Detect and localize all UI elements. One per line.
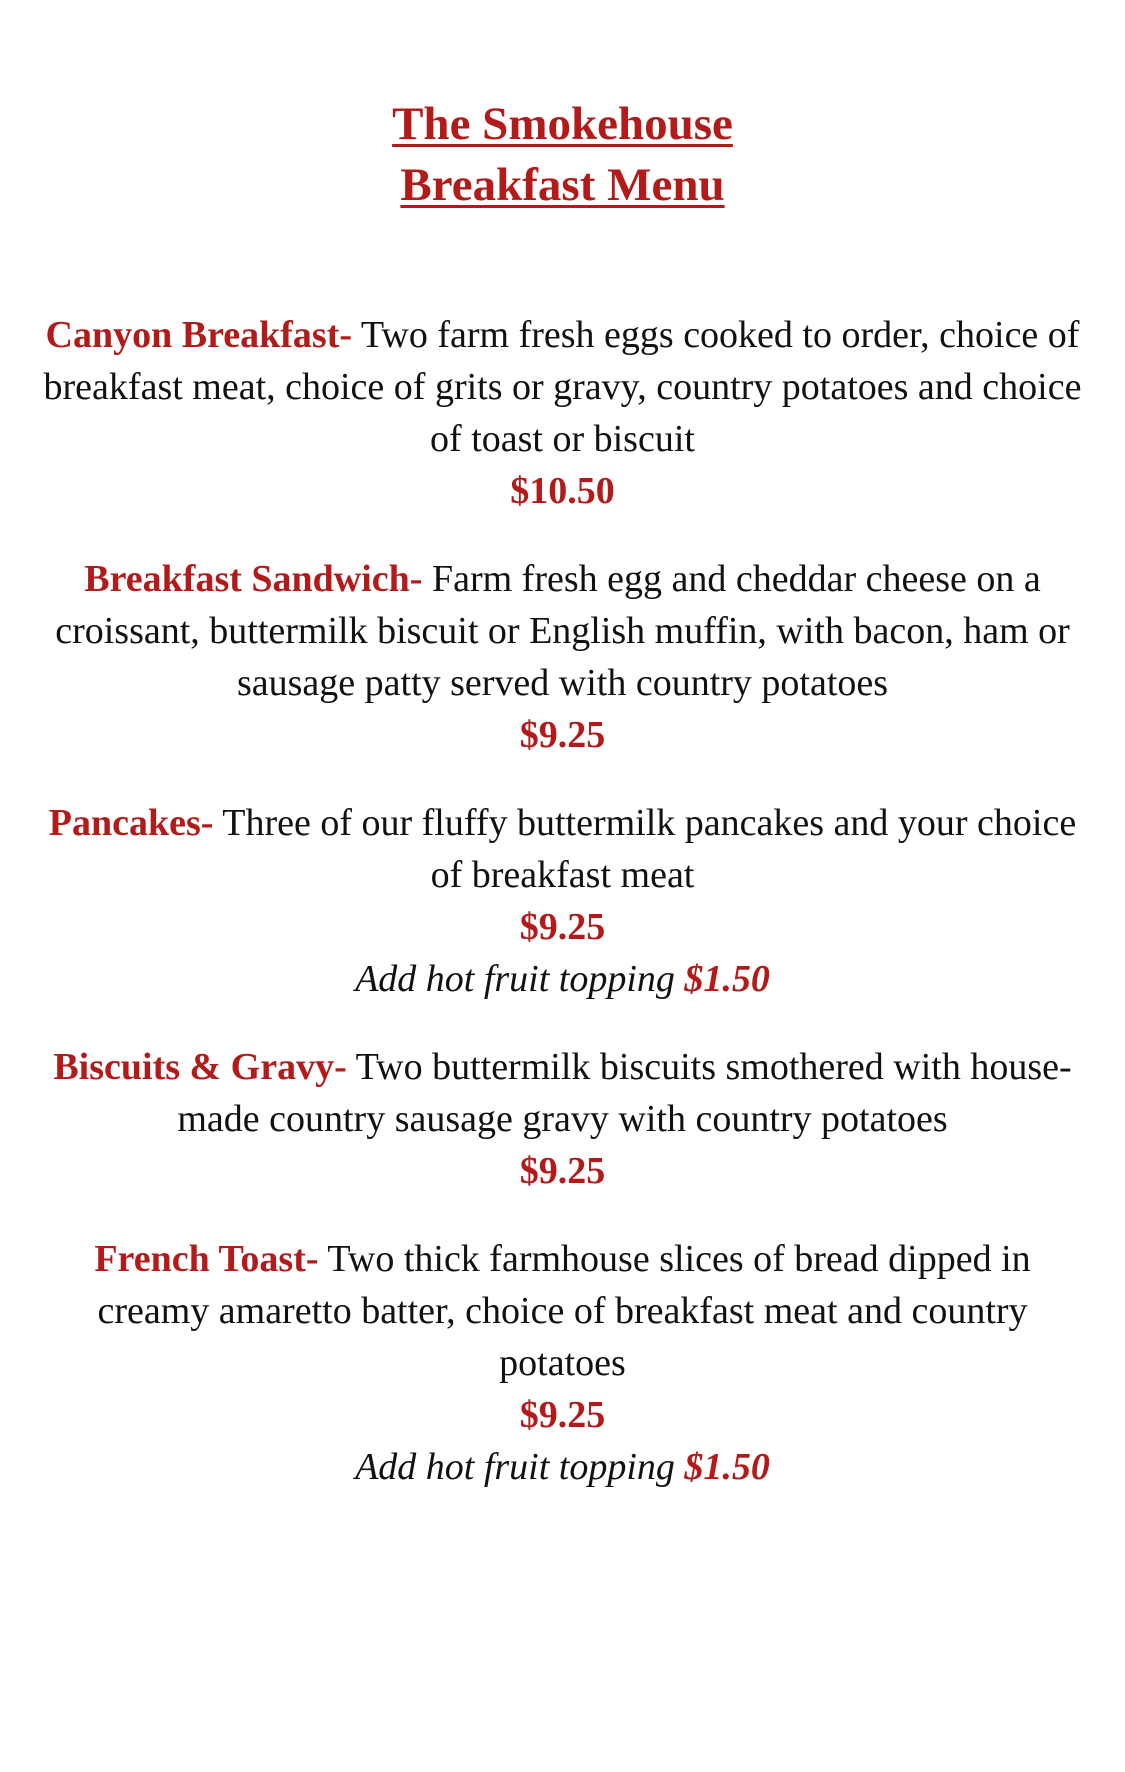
menu-title-line-1: The Smokehouse: [392, 98, 733, 150]
item-description: Two thick farmhouse slices of bread dipped in creamy amaretto batter, choice of breakfast meat and country potatoes: [97, 1238, 1031, 1384]
menu-title: [0, 94, 1125, 216]
menu-title-line-2: Breakfast Menu: [400, 159, 725, 211]
menu-item-biscuits-gravy: [43, 1041, 1083, 1197]
menu-item-canyon-breakfast: [43, 309, 1083, 517]
item-addon: [43, 1441, 1083, 1493]
menu-item-french-toast: [43, 1233, 1083, 1493]
addon-price: $1.50: [684, 1446, 770, 1488]
item-name: French Toast-: [94, 1238, 319, 1280]
menu-item-pancakes: [43, 797, 1083, 1005]
addon-price: $1.50: [684, 958, 770, 1000]
item-name: Canyon Breakfast-: [45, 314, 353, 356]
menu-items: [0, 309, 1125, 1493]
item-name: Breakfast Sandwich-: [84, 558, 423, 600]
item-description: Farm fresh egg and cheddar cheese on a croissant, buttermilk biscuit or English muffin, with bacon, ham or sausage patty served with country potatoes: [55, 558, 1070, 704]
item-description: Two buttermilk biscuits smothered with house-made country sausage gravy with country potatoes: [177, 1046, 1072, 1140]
item-description: Two farm fresh eggs cooked to order, choice of breakfast meat, choice of grits or gravy, country potatoes and choice of toast or biscuit: [43, 314, 1082, 460]
item-price: $9.25: [519, 714, 606, 756]
item-price: $10.50: [510, 470, 615, 512]
menu-item-breakfast-sandwich: [43, 553, 1083, 761]
item-name: Biscuits & Gravy-: [53, 1046, 347, 1088]
item-price: $9.25: [519, 906, 606, 948]
addon-label: Add hot fruit topping: [355, 1446, 685, 1488]
item-name: Pancakes-: [48, 802, 214, 844]
addon-label: Add hot fruit topping: [355, 958, 685, 1000]
item-addon: [43, 953, 1083, 1005]
item-description: Three of our fluffy buttermilk pancakes and your choice of breakfast meat: [213, 802, 1077, 896]
item-price: $9.25: [519, 1150, 606, 1192]
item-price: $9.25: [519, 1394, 606, 1436]
